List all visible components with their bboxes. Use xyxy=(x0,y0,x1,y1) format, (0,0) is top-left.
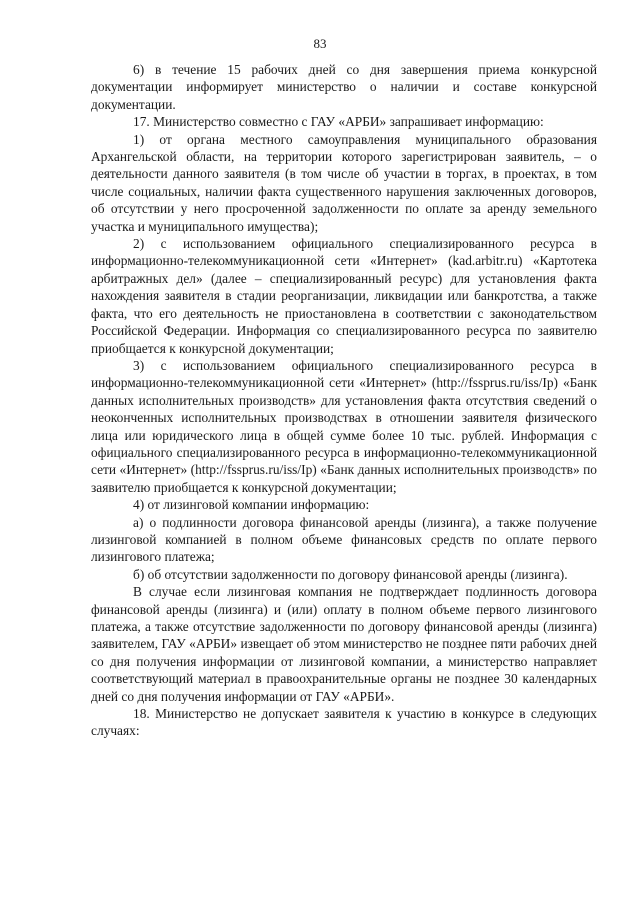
paragraph-leasing-nonconfirmation: В случае если лизинговая компания не подтверждает подлинность договора финансовой аренды (лизинга) и (или) оплату в полном объеме первого лизингового платежа, а также отсутствие задолженности по договору финансовой аренды (лизинга) заявителем, ГАУ «АРБИ» извещает об этом министерство не позднее пяти рабочих дней со дня получения информации от лизинговой компании, а министерство направляет соответствующий материал в правоохранительные органы не позднее 30 календарных дней со дня получения информации от ГАУ «АРБИ». xyxy=(91,584,597,704)
paragraph-item-4-leasing-company: 4) от лизинговой компании информацию: xyxy=(133,497,370,513)
paragraph-subitem-a: а) о подлинности договора финансовой аренды (лизинга), а также получение лизинговой компанией в полном объеме финансовых средств по оплате первого лизингового платежа; xyxy=(91,514,597,565)
paragraph-item-3-enforcement-resource: 3) с использованием официального специализированного ресурса в информационно-телекоммуникационной сети «Интернет» (http://fssprus.ru/iss/Ip) «Банк данных исполнительных производств» для установления факта отсутствия сведений о неоконченных исполнительных производствах в отношении заявителя физического лица или юридического лица в общей сумме более 10 тыс. рублей. Информация с официального специализированного ресурса в информационно-телекоммуникационной сети «Интернет» (http://fssprus.ru/iss/Ip) «Банк данных исполнительных производств» по заявителю приобщается к конкурсной документации; xyxy=(91,357,597,495)
paragraph-item-1-local-government: 1) от органа местного самоуправления муниципального образования Архангельской области, на территории которого зарегистрирован заявитель, – о деятельности данного заявителя (в том числе об участии в торгах, в проектах, в том числе социальных, наличии факта существенного нарушения заключенных договоров, об отсутствии у него просроченной задолженности по оплате за аренду земельного участка и муниципального имущества); xyxy=(91,131,597,234)
paragraph-item-6-info: 6) в течение 15 рабочих дней со дня завершения приема конкурсной документации информирует министерство о наличии и составе конкурсной документации. xyxy=(91,62,597,112)
paragraph-item-2-arbitration-resource: 2) с использованием официального специализированного ресурса в информационно-телекоммуникационной сети «Интернет» (kad.arbitr.ru) «Картотека арбитражных дел» (далее – специализированный ресурс) для установления факта нахождения заявителя в стадии реорганизации, ликвидации или банкротства, а также факта, что его деятельность не приостановлена в соответствии с законодательством Российской Федерации. Информация со специализированного ресурса по заявителю приобщается к конкурсной документации; xyxy=(91,236,597,356)
paragraph-section-17: 17. Министерство совместно с ГАУ «АРБИ» запрашивает информацию: xyxy=(133,114,544,130)
paragraph-subitem-b: б) об отсутствии задолженности по договору финансовой аренды (лизинга). xyxy=(133,566,568,582)
paragraph-section-18: 18. Министерство не допускает заявителя к участию в конкурсе в следующих случаях: xyxy=(91,706,597,739)
page-number: 83 xyxy=(313,36,327,51)
document-body xyxy=(91,61,597,740)
